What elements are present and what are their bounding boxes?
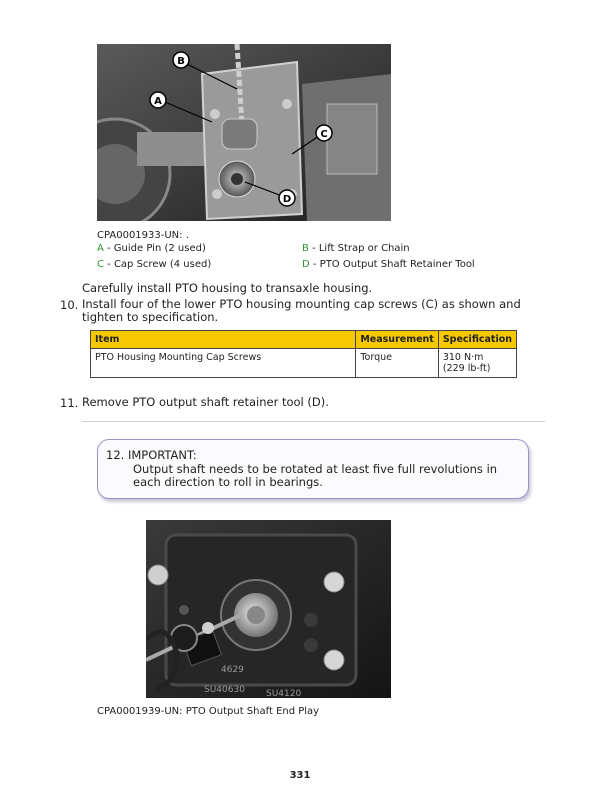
callout-c: C bbox=[320, 129, 328, 140]
header-item: Item bbox=[91, 331, 356, 349]
spec-table bbox=[90, 330, 517, 378]
cell-specification bbox=[438, 349, 516, 378]
stamp-su4120: SU4120 bbox=[266, 689, 302, 698]
figure1-caption: CPA0001933-UN: . bbox=[97, 230, 189, 241]
spec-table-header-row bbox=[91, 331, 517, 349]
legend-key-c: C bbox=[97, 259, 104, 270]
spec-line-1: 310 N·m bbox=[442, 352, 484, 363]
legend-key-b: B bbox=[302, 243, 309, 254]
cell-measurement: Torque bbox=[356, 349, 439, 378]
end-play-photo bbox=[146, 520, 391, 698]
legend-key-a: A bbox=[97, 243, 104, 254]
spec-line-2: (229 lb-ft) bbox=[442, 363, 491, 374]
important-title: 12. IMPORTANT: bbox=[106, 448, 197, 462]
step-intro-text: Carefully install PTO housing to transaxle housing. bbox=[82, 281, 373, 295]
legend-item-a bbox=[97, 243, 206, 254]
section-divider bbox=[82, 421, 545, 422]
pto-housing-illustration bbox=[97, 44, 391, 221]
legend-item-b bbox=[302, 243, 410, 254]
page-number: 331 bbox=[289, 770, 311, 781]
legend-text-d: - PTO Output Shaft Retainer Tool bbox=[309, 259, 475, 270]
stamp-su40630: SU40630 bbox=[204, 685, 245, 695]
important-body: Output shaft needs to be rotated at least five full revolutions in each direction to roll in bearings. bbox=[133, 462, 498, 489]
cell-item: PTO Housing Mounting Cap Screws bbox=[91, 349, 356, 378]
callout-b: B bbox=[177, 56, 185, 67]
table-row bbox=[91, 349, 517, 378]
callout-a: A bbox=[154, 96, 162, 107]
callout-d: D bbox=[282, 194, 292, 205]
figure-pto-housing-install bbox=[97, 44, 391, 221]
figure-output-shaft-end-play bbox=[146, 520, 391, 698]
legend-key-d: D bbox=[302, 259, 310, 270]
legend-text-c: - Cap Screw (4 used) bbox=[103, 259, 212, 270]
legend-item-d bbox=[302, 259, 475, 270]
figure2-caption: CPA0001939-UN: PTO Output Shaft End Play bbox=[97, 706, 320, 717]
legend-text-a: - Guide Pin (2 used) bbox=[103, 243, 206, 254]
stamp-4629: 4629 bbox=[221, 665, 244, 675]
legend-text-b: - Lift Strap or Chain bbox=[308, 243, 410, 254]
step10-text: Install four of the lower PTO housing mounting cap screws (C) as shown and tighten to specification. bbox=[82, 297, 521, 324]
step11-number: 11. bbox=[60, 396, 79, 410]
step11-text: Remove PTO output shaft retainer tool (D). bbox=[82, 395, 329, 409]
header-specification: Specification bbox=[438, 331, 516, 349]
step10-number: 10. bbox=[60, 298, 79, 312]
important-callout-box bbox=[97, 439, 529, 499]
legend-item-c bbox=[97, 259, 211, 270]
header-measurement: Measurement bbox=[356, 331, 439, 349]
